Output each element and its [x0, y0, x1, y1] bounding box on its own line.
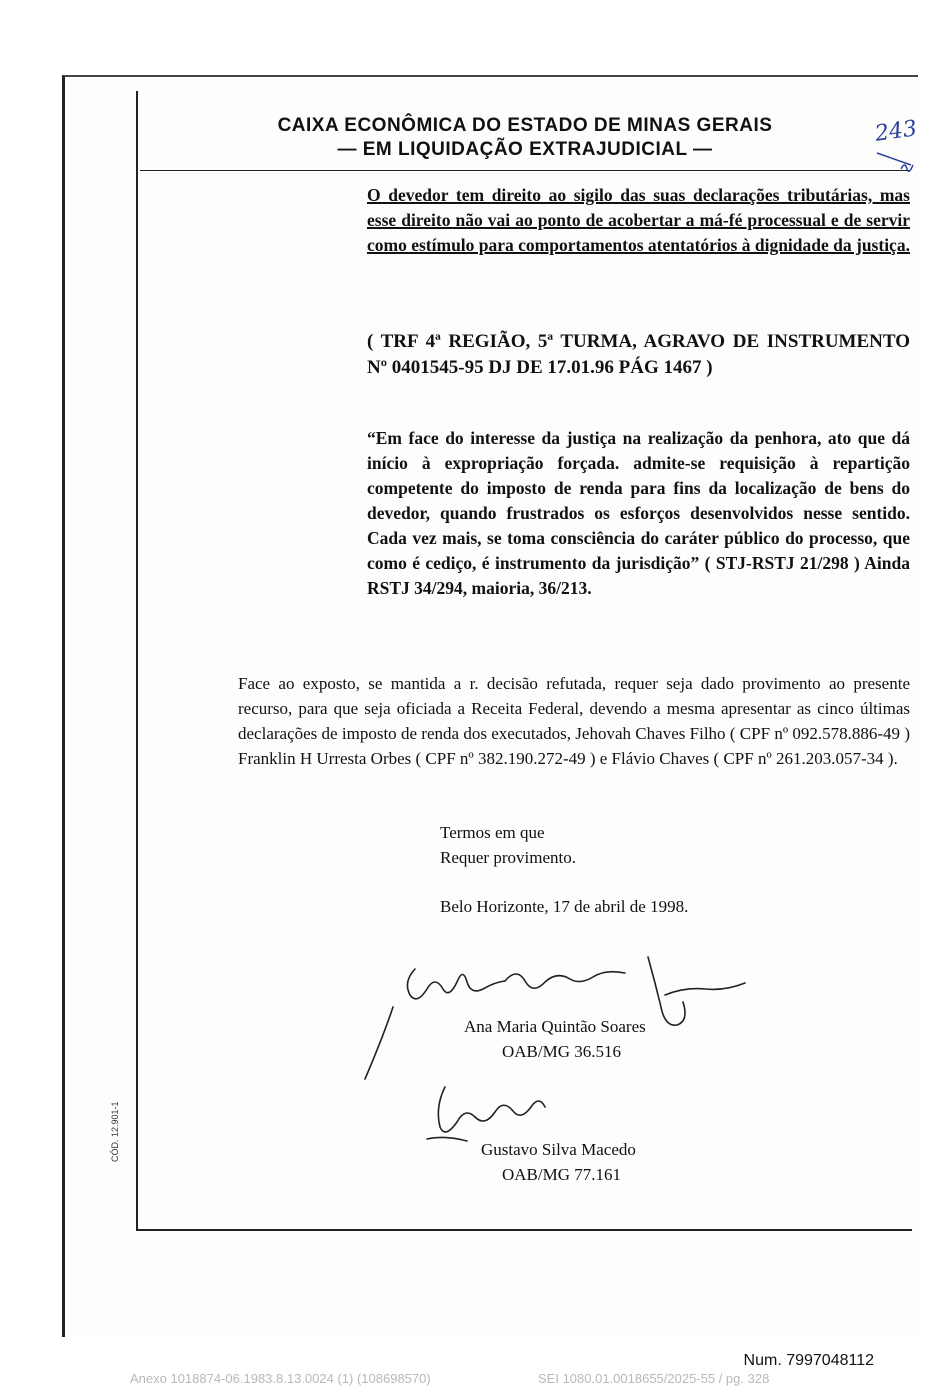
handwritten-page-number: 243 — [871, 119, 931, 179]
request-paragraph: Face ao exposto, se mantida a r. decisão refutada, requer seja dado provimento ao presente recurso, para que seja oficiada a Receita Federal, devendo a mesma apresentar as cinco últimas declarações de imposto de renda dos executados, Jehovah Chaves Filho ( CPF nº 092.578.886-49 ) Franklin H Urresta Orbes ( CPF nº 382.190.272-49 ) e Flávio Chaves ( CPF nº 261.203.057-34 ). — [238, 674, 910, 768]
signatory-1-oab: OAB/MG 36.516 — [502, 1042, 622, 1061]
citation-trf: ( TRF 4ª REGIÃO, 5ª TURMA, AGRAVO DE INSTRUMENTO Nº 0401545-95 DJ DE 17.01.96 PÁG 1467 ) — [367, 331, 910, 378]
scanned-page — [62, 75, 918, 1337]
signatory-2-oab: OAB/MG 77.161 — [502, 1165, 622, 1184]
place-and-date: Belo Horizonte, 17 de abril de 1998. — [440, 897, 689, 916]
signatory-2-name: Gustavo Silva Macedo — [481, 1140, 636, 1159]
signatory-1-name: Ana Maria Quintão Soares — [464, 1017, 646, 1036]
quoted-jurisprudence-1: O devedor tem direito ao sigilo das suas declarações tributárias, mas esse direito não vai ao ponto de acobertar a má-fé processual e de servir como estímulo para comportamentos atentatórios à dignidade da justiça. — [367, 185, 910, 255]
margin-form-code: CÓD. 12.901-1 — [110, 1101, 120, 1162]
letterhead-subtitle: — EM LIQUIDAÇÃO EXTRAJUDICIAL — — [337, 139, 713, 160]
letterhead-title: CAIXA ECONÔMICA DO ESTADO DE MINAS GERAIS — [277, 115, 773, 136]
handwritten-slash-mark — [871, 119, 931, 179]
quoted-jurisprudence-2: “Em face do interesse da justiça na realização da penhora, ato que dá início à expropriação forçada. admite-se requisição à repartição competente do imposto de renda para fins da localização de bens do devedor, quando frustrados os esforços desenvolvidos nesse sentido. Cada vez mais, se toma consciência do caráter público do processo, que como é cediço, é instrumento da jurisdição” ( STJ-RSTJ 21/298 ) Ainda RSTJ 34/294, maioria, 36/213. — [367, 428, 910, 598]
footer-sei-reference: SEI 1080.01.0018655/2025-55 / pg. 328 — [538, 1371, 770, 1386]
letterhead-rule — [140, 170, 910, 171]
closing-line-2: Requer provimento. — [440, 848, 576, 867]
footer-annex: Anexo 1018874-06.1983.8.13.0024 (1) (108698570) — [130, 1371, 431, 1386]
closing-line-1: Termos em que — [440, 823, 545, 842]
document-number: Num. 7997048112 — [743, 1352, 874, 1369]
document-frame — [136, 91, 919, 1231]
